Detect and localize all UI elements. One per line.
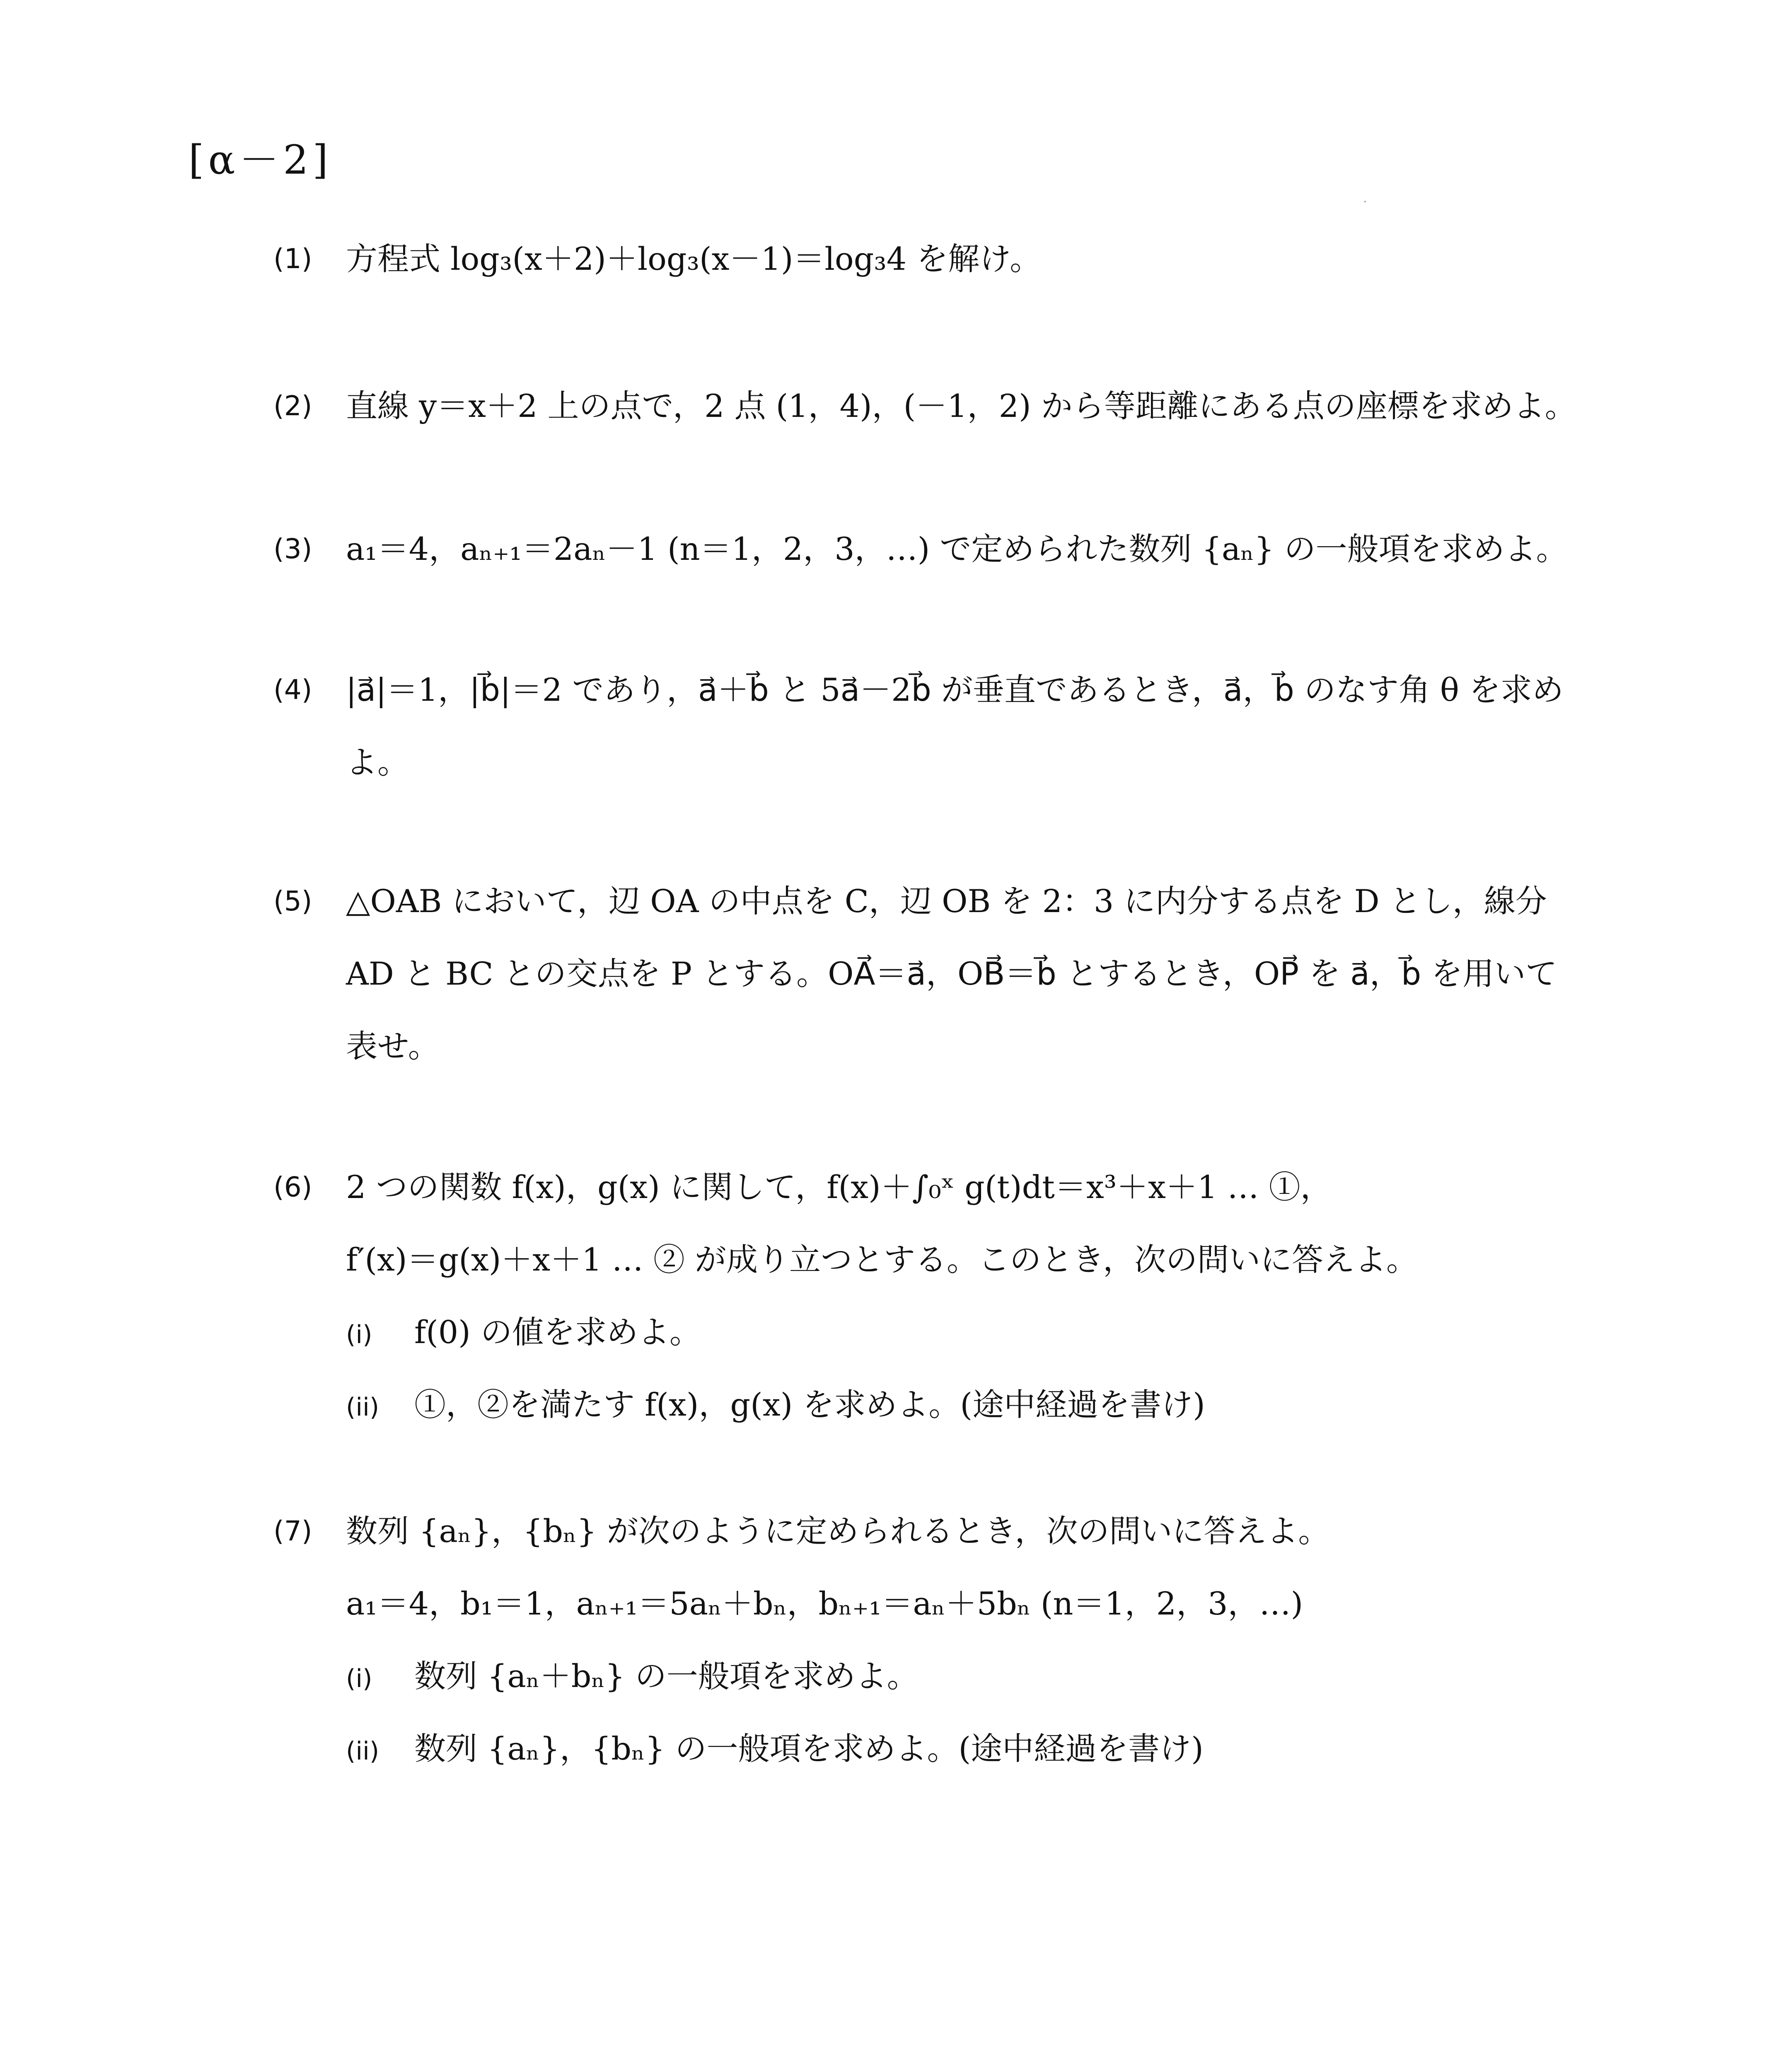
problem-1 (273, 228, 1641, 300)
sub-question (346, 1374, 1641, 1446)
scan-speck: · (1363, 195, 1367, 209)
problem-text: 直線 y＝x＋2 上の点で，2 点 (1，4)，(－1，2) から等距離にある点の座標を求めよ。 (346, 387, 1576, 424)
problem-6 (273, 1156, 1641, 1446)
problem-number: (5) (273, 885, 312, 917)
sub-question-text: ①，②を満たす f(x)，g(x) を求めよ。(途中経過を書け) (414, 1386, 1205, 1423)
sub-question-number: (ii) (346, 1393, 380, 1422)
problem-text: 表せ。 (346, 1028, 440, 1065)
sub-question-number: (i) (346, 1664, 372, 1693)
problem-number: (1) (273, 243, 312, 275)
problem-text: a₁＝4，aₙ₊₁＝2aₙ－1 (n＝1，2，3，…) で定められた数列 {aₙ} の一般項を求めよ。 (346, 530, 1568, 567)
problem-text: f′(x)＝g(x)＋x＋1 … ② が成り立つとする。このとき，次の問いに答えよ。 (346, 1241, 1418, 1278)
sub-question-text: f(0) の値を求めよ。 (414, 1314, 701, 1351)
problem-text: a₁＝4，b₁＝1，aₙ₊₁＝5aₙ＋bₙ，bₙ₊₁＝aₙ＋5bₙ (n＝1，2，3，…) (346, 1585, 1303, 1622)
problem-5 (273, 870, 1641, 1088)
problem-text: よ。 (346, 744, 409, 781)
problem-number: (4) (273, 674, 312, 706)
problem-7 (273, 1500, 1641, 1790)
problem-number: (3) (273, 533, 312, 565)
problem-3 (273, 518, 1641, 591)
problem-text: 数列 {aₙ}，{bₙ} が次のように定められるとき，次の問いに答えよ。 (346, 1513, 1330, 1549)
problem-number: (6) (273, 1171, 312, 1203)
problem-number: (7) (273, 1515, 312, 1547)
problem-2 (273, 375, 1641, 448)
problem-text: |a⃗|＝1，|b⃗|＝2 であり，a⃗＋b⃗ と 5a⃗－2b⃗ が垂直であるとき，a⃗，b⃗ のなす角 θ を求め (346, 671, 1564, 708)
sub-question-number: (ii) (346, 1737, 380, 1766)
section-heading: [α－2] (189, 137, 332, 183)
problem-text: △OAB において，辺 OA の中点を C，辺 OB を 2：3 に内分する点を D とし，線分 (346, 883, 1547, 920)
sub-question-text: 数列 {aₙ＋bₙ} の一般項を求めよ。 (414, 1658, 919, 1694)
problem-text: 方程式 log₃(x＋2)＋log₃(x－1)＝log₃4 を解け。 (346, 240, 1042, 277)
sub-question (346, 1718, 1641, 1790)
problem-number: (2) (273, 390, 312, 422)
sub-question (346, 1301, 1641, 1374)
problem-text: 2 つの関数 f(x)，g(x) に関して，f(x)＋∫₀ˣ g(t)dt＝x³＋x＋1 … ①， (346, 1169, 1332, 1205)
sub-question-number: (i) (346, 1320, 372, 1349)
problem-text: AD と BC との交点を P とする。OA⃗＝a⃗，OB⃗＝b⃗ とするとき，OP⃗ を a⃗，b⃗ を用いて (346, 955, 1557, 992)
problem-4 (273, 659, 1641, 804)
sub-question-text: 数列 {aₙ}，{bₙ} の一般項を求めよ。(途中経過を書け) (414, 1730, 1204, 1767)
sub-question (346, 1645, 1641, 1718)
